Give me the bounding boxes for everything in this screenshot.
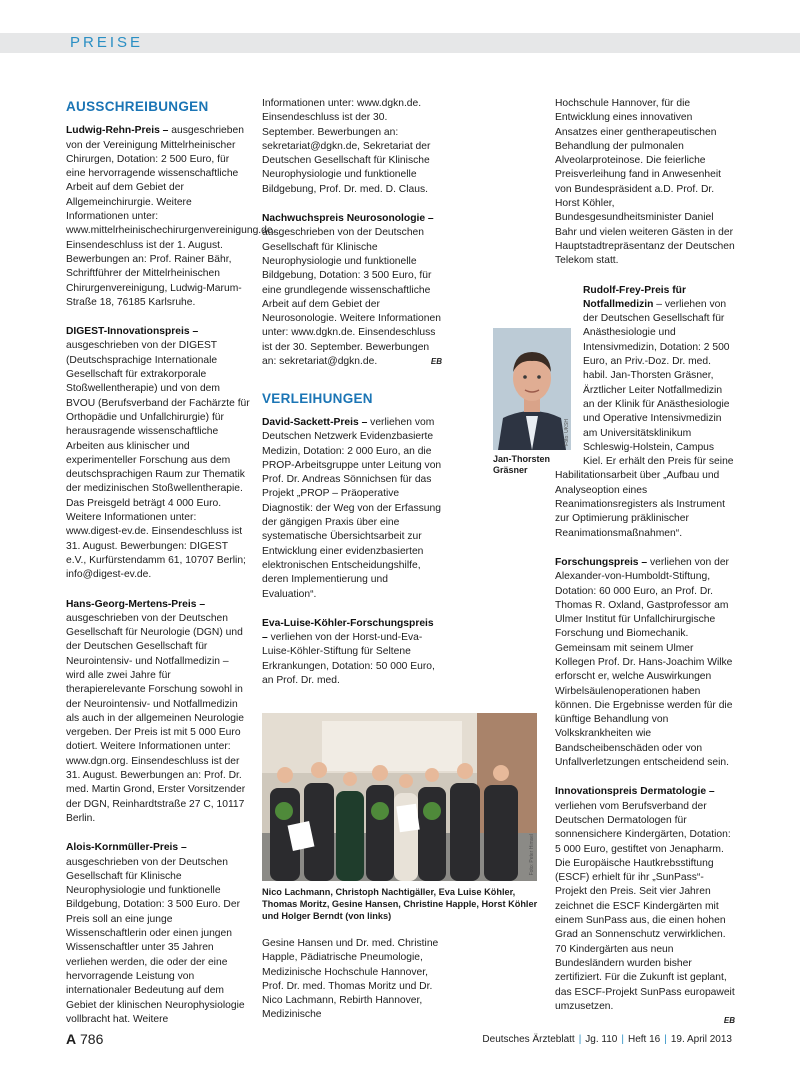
portrait-credit: Foto: UKSH: [564, 419, 570, 446]
article-frey: Rudolf-Frey-Preis für Notfallmedizin – verliehen von der Deutschen Gesellschaft für Anästhesiologie und Intensivmedizin, Dotation: 2 500 Euro, an Priv.-Doz. Dr. med. habil. Jan-Thorsten Gräsner, Ärztlicher Leiter Notfallmedizin an der Klinik für Anästhesiologie und Operative Intensivmedizin am Universitätsklinikum Schleswig-Holstein, Campus Kiel. Er erhält den Preis für seine Habilitationsarbeit über „Aufbau und Analyseoption eines Reanimationsregisters als Instrument zur Optimierung präklinischer Reanimationsmaßnahmen“.: [555, 284, 734, 539]
article-koehler: Eva-Luise-Köhler-Forschungspreis – verliehen von der Horst-und-Eva-Luise-Köhler-Stiftung für Seltene Erkrankungen, Dotation: 50 000 Euro, an Prof. Dr. med.: [262, 617, 435, 686]
article-ludwig-rehn: Ludwig-Rehn-Preis – ausgeschrieben von der Vereinigung Mittelrheinischer Chirurgen, Dotation: 2 500 Euro, für eine hervorragende wissenschaftliche Arbeit auf dem Gebiet der Allgemeinchirurgie. Weitere Informationen unter: www.mittelrheinischechirurgenvereinigung.de. Einsendeschluss ist der 1. August. Bewerbungen an: Prof. Rainer Bähr, Schriftführer der Mittelrheinischen Chirurgenvereinigung, Ludwig-Marum-Straße 18, 76185 Karlsruhe.: [66, 125, 276, 308]
article-koehler-cont: Gesine Hansen und Dr. med. Christine Happle, Pädiatrische Pneumologie, Medizinische Hochschule Hannover, Prof. Dr. med. Thomas Moritz und Dr. Nico Lachmann, Rebirth Hannover, Medizinische: [262, 938, 439, 1021]
heading-verleihungen: VERLEIHUNGEN: [262, 390, 373, 406]
portrait-caption: Jan-Thorsten Gräsner: [493, 454, 551, 475]
column-1: [66, 99, 276, 1027]
article-koehler-cont2: Hochschule Hannover, für die Entwicklung eines innovativen Ansatzes einer gentherapeutischen Behandlung der pulmonalen Alveolarproteinose. Die feierliche Preisverleihung fand in Anwesenheit von Bundespräsident a.D. Prof. Dr. Horst Köhler, Bundesgesundheitsminister Daniel Bahr und vielen weiteren Gästen in der Hauptstadtrepräsentanz der Deutschen Telekom statt.: [555, 98, 735, 267]
article-nachwuchs: Nachwuchspreis Neurosonologie – ausgeschrieben von der Deutschen Gesellschaft für Klinische Neurophysiologie und funktionelle Bildgebung, Dotation: 3 500 Euro, für eine grundlegende wissenschaftliche Arbeit auf dem Gebiet der Neurosonologie. Weitere Informationen unter: www.dgkn.de. Einsendeschluss ist der 30. September. Bewerbungen an: sekretariat@dgkn.de.: [262, 213, 441, 368]
group-photo: [262, 713, 537, 881]
heading-ausschreibungen: AUSSCHREIBUNGEN: [66, 99, 209, 114]
article-digest: DIGEST-Innovationspreis – ausgeschrieben von der DIGEST (Deutschsprachige Internationale Gesellschaft für extrakorporale Stoßwellentherapie) und von dem BVOU (Berufsverband der Fachärzte für Orthopädie und Unfallchirurgie) für herausragende wissenschaftliche Arbeiten aus klinischer und experimenteller Forschung aus dem deutschsprachigen Raum zur Thematik der medizinischen Stoßwellentherapie. Das Preisgeld beträgt 4 000 Euro. Weitere Informationen unter: www.digest-ev.de. Einsendeschluss ist 31. August. Bewerbungen: DIGEST e.V., Kurfürstendamm 61, 10707 Berlin; info@digest-ev.de.: [66, 326, 250, 581]
article-mertens: Hans-Georg-Mertens-Preis – ausgeschrieben von der Deutschen Gesellschaft für Neurologie (DGN) und der Deutschen Gesellschaft für Neurointensiv- und Notfallmedizin – wird alle zwei Jahre für therapierelevante Forschung sowohl in der Neurointensiv- und Notfallmedizin als auch in der allgemeinen Neurologie vergeben. Der Preis ist mit 5 000 Euro dotiert. Weitere Informationen unter: www.dgn.org. Einsendeschluss ist der 31. August. Bewerbungen an: Prof. Dr. med. Martin Grond, Erster Vorsitzender der DGN, Reinhardtstraße 27 C, 10117 Berlin.: [66, 598, 246, 824]
photo-caption: Nico Lachmann, Christoph Nachtigäller, Eva Luise Köhler, Thomas Moritz, Gesine Hansen, Christine Happle, Horst Köhler und Holger Berndt (von links): [262, 887, 538, 921]
section-label: PREISE: [70, 34, 144, 51]
article-sackett: David-Sackett-Preis – verliehen vom Deutschen Netzwerk Evidenzbasierte Medizin, Dotation: 2 000 Euro, an die PROP-Arbeitsgruppe unter Leitung von Prof. Dr. Andreas Sönnichsen für das Projekt „PROP – Präoperative Diagnostik: der Weg von der Erfassung der gängigen Praxis über eine systematische Übersichtsarbeit zur Entwicklung einer evidenzbasierten elektronischen Entscheidungshilfe, deren Implementierung und Evaluation“.: [262, 416, 442, 600]
article-kornmueller: Alois-Kornmüller-Preis – ausgeschrieben von der Deutschen Gesellschaft für Klinische Neurophysiologie und funktionelle Bildgebung, Dotation: 3 500 Euro. Der Preis soll an eine junge Wissenschaftlerin oder einen jungen Wissenschaftler unter 35 Jahren verliehen werden, die oder der eine hervorragende Leistung von internationaler Bedeutung auf dem Gebiet der klinischen Neurophysiologie vollbracht hat. Weitere: [66, 842, 245, 1025]
article-dermatologie: Innovationspreis Dermatologie – verliehen vom Berufsverband der Deutschen Dermatologen für sonnensichere Kindergärten, Dotation: 5 000 Euro, gestiftet von Jenapharm. Die Europäische Hautkrebsstiftung (ESCF) erhielt für ihr „SunPass“-Projekt den Preis. Seit vier Jahren zeichnet die ESCF Kindergärten mit einem SunPass aus, die einen hohen Grad an Sonnenschutz verwirklichen. 70 Kindergärten aus neun Bundesländern wurden bisher zertifiziert. Für die Zukunft ist geplant, das ESCF-Projekt SunPass europaweit umzusetzen.: [555, 786, 735, 1012]
article-forschungspreis: Forschungspreis – verliehen von der Alexander-von-Humboldt-Stiftung, Dotation: 60 000 Euro, an Prof. Dr. Thomas R. Oxland, Gastprofessor am Ulmer Institut für Unfallchirurgische Forschung und Biomechanik. Gemeinsam mit seinem Ulmer Kollegen Prof. Dr. Hans-Joachim Wilke erforscht er, welche Auswirkungen Wirbelsäulenoperationen haben können. Die Ergebnisse werden für die künftige Behandlung von Volkskrankheiten wie Bandscheibenschäden oder von Unfallverletzungen entscheidend sein.: [555, 556, 733, 769]
author-signature-2: EB: [723, 1016, 735, 1026]
page-number: A 786: [66, 1031, 104, 1047]
article-kornmueller-cont: Informationen unter: www.dgkn.de. Einsendeschluss ist der 30. September. Bewerbungen an: sekretariat@dgkn.de, Sekretariat der Deutschen Gesellschaft für Klinische Neurophysiologie und funktionelle Bildgebung, Prof. Dr. med. D. Claus.: [262, 98, 431, 195]
journal-footer: Deutsches Ärzteblatt | Jg. 110 | Heft 16 | 19. April 2013: [482, 1034, 732, 1045]
group-photo-illustration: [262, 713, 537, 881]
photo-credit: Foto: Peter Himsel: [529, 833, 535, 875]
column-2: [262, 97, 442, 688]
column-3: [555, 97, 735, 1028]
author-signature: EB: [430, 357, 442, 367]
